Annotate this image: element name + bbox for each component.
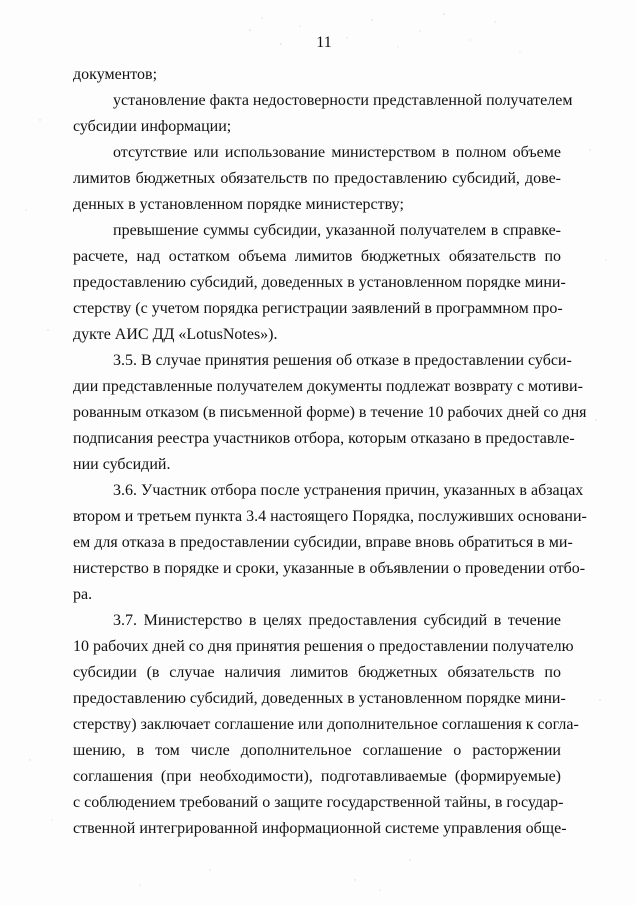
text-line: ра.: [73, 586, 93, 603]
text-line: денных в установленном порядке министерству;: [73, 196, 404, 213]
text-line: расчете, над остатком объема лимитов бюджетных обязательств по: [73, 248, 561, 265]
text-line: предоставлению субсидий, доведенных в установленном порядке мини-: [73, 274, 566, 291]
text-line: 3.5. В случае принятия решения об отказе в предоставлении субси-: [113, 352, 572, 369]
text-line: соглашения (при необходимости), подготавливаемые (формируемые): [73, 768, 561, 785]
text-line: подписания реестра участников отбора, которым отказано в предоставле-: [73, 430, 575, 447]
text-line: установление факта недостоверности представленной получателем: [113, 92, 573, 109]
page-number: 11: [316, 34, 332, 51]
text-line: субсидии (в случае наличия лимитов бюджетных обязательств по: [73, 664, 561, 681]
text-line: дукте АИС ДД «LotusNotes»).: [73, 326, 278, 343]
text-line: 3.6. Участник отбора после устранения причин, указанных в абзацах: [113, 482, 584, 499]
text-line: стерству) заключает соглашение или дополнительное соглашения к согла-: [73, 716, 579, 733]
text-line: 3.7. Министерство в целях предоставления субсидий в течение: [113, 612, 561, 629]
text-line: с соблюдением требований о защите государственной тайны, в государ-: [73, 794, 564, 811]
text-line: отсутствие или использование министерством в полном объеме: [113, 144, 561, 161]
text-line: 10 рабочих дней со дня принятия решения о предоставлении получателю: [73, 638, 574, 655]
text-line: ственной интегрированной информационной системе управления обще-: [73, 820, 567, 837]
text-line: лимитов бюджетных обязательств по предоставлению субсидий, дове-: [73, 170, 561, 187]
text-line: рованным отказом (в письменной форме) в течение 10 рабочих дней со дня: [73, 404, 587, 421]
text-line: субсидии информации;: [73, 118, 232, 135]
text-line: предоставлению субсидий, доведенных в установленном порядке мини-: [73, 690, 566, 707]
text-line: нистерство в порядке и сроки, указанные в объявлении о проведении отбо-: [73, 560, 586, 577]
text-line: шению, в том числе дополнительное соглашение о расторжении: [73, 742, 561, 759]
text-line: втором и третьем пункта 3.4 настоящего Порядка, послуживших основани-: [73, 508, 587, 525]
text-line: превышение суммы субсидии, указанной получателем в справке-: [113, 222, 561, 239]
text-line: дии представленные получателем документы подлежат возврату с мотиви-: [73, 378, 583, 395]
text-line: стерству (с учетом порядка регистрации заявлений в программном про-: [73, 300, 563, 317]
text-line: документов;: [73, 66, 158, 83]
text-line: нии субсидий.: [73, 456, 171, 473]
body-text: [73, 62, 587, 842]
text-line: ем для отказа в предоставлении субсидии, вправе вновь обратиться в ми-: [73, 534, 573, 551]
